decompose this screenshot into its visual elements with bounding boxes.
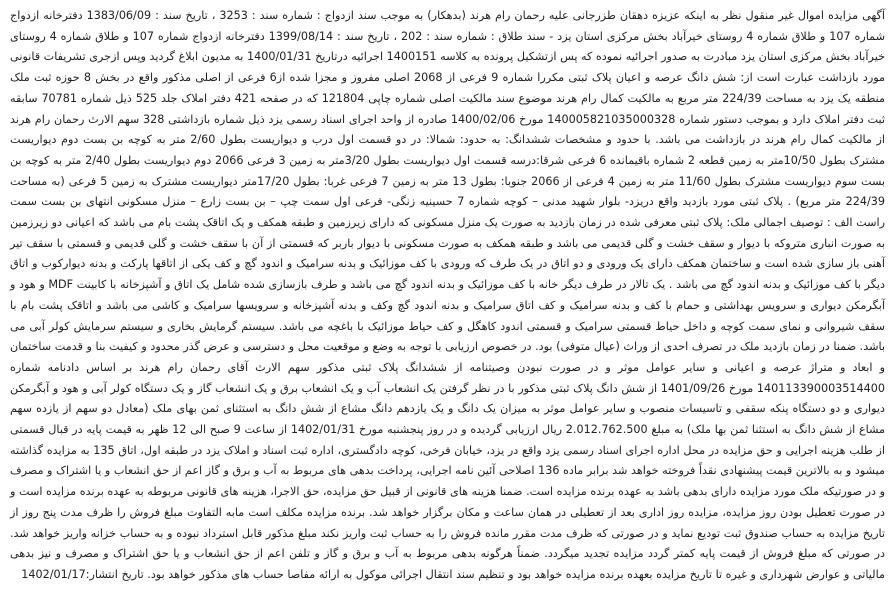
notice-body-text: آگهی مزایده اموال غیر منقول نظر به اینکه عزیزه دهقان طزرجانی علیه رحمان رام هرند (بدهکار) به موجب سند ازدواج : شماره سند : 3253 ، تاریخ سند : 1383/06/09 دفترخانه ازدواج شماره 107 و طلاق شماره 4 روستای خیرآباد بخش مرکزی استان یزد - سند طلاق : شماره سند : 202 ، تاریخ سند : 1399/08/14 دفترخانه ازدواج شماره 107 و طلاق شماره 4 روستای خیرآباد بخش مرکزی استان یزد مبادرت به صدور اجرائیه نموده که پس ازتشکیل پرونده به کلاسه 1400151 اجرائیه درتاریخ 1400/01/31 به مدیون ابلاغ گردید وپس ازجری تشریفات قانونی مورد بازداشت عبارت است از: شش دانگ عرصه و اعیان پلاک ثبتی مکررا شماره 9 فرعی از 2068 اصلی مفروز و مجزا شده از6 فرعی از اصلی مذکور واقع در بخش 8 حوزه ثبت ملک منطقه یک یزد به مساحت 224/39 متر مربع به مالکیت کمال رام هرند موضوع سند مالکیت اصلی شماره چاپی 121804 که در صفحه 421 دفتر املاک جلد 525 ذیل شماره 70781 سابقه ثبت دفتر املاک دارد و بموجب دستور شماره 140005821035000328 مورخ 1400/02/06 صادره از واحد اجرای اسناد رسمی یزد ذیل شماره بازداشتی 328 سهم الارث رحمان رام هرند از مالکیت کمال رام هرند در بازداشت می باشد. با حدود و مشخصات ششدانگ: به حدود: شمالا: در دو قسمت اول درب و دیواریست بطول 2/60 متر به کوچه بن بست دوم دیواریست مشترک بطول 10/50متر به زمین قطعه 2 شماره باقیمانده 6 فرعی شرقا:درسه قسمت اول دیواریست بطول 3/20متر به زمین 3 فرعی 2066 دوم دیواریست بطول 2/40 متر به کوچه بن بست سوم دیواریست مشترک بطول 11/60 متر به زمین 4 فرعی از 2066 جنوبا: بطول 13 متر به زمین 7 فرعی غربا: بطول 17/20متر دیواریست مشترک به زمین 5 فرعی (به مساحت 224/39 متر مربع) . پلاک ثبتی مورد بازدید واقع دریزد- بلوار شهید مدنی – کوچه شماره 7 حسینیه زنگی- فرعی اول سمت چپ – بن بست زارع – منزل مسکونی انتهای بن بست سمت راست الف : توصیف اجمالی ملک: پلاک ثبتی معرفی شده در زمان بازدید به صورت یک منزل مسکونی که دارای زیرزمین و طبقه همکف و یک اتاقک پشت بام می باشد که اعیانی دو زیرزمین به صورت انباری متروکه با دیوار و سقف خشت و گلی قدیمی می باشد و طبقه همکف به صورت مسکونی با دیوار باربر که قسمتی از آن با سقف خشت و گلی قدیمی و قسمتی با سقف تیر آهنی باز سازی شده است و ساختمان همکف دارای یک ورودی و دو اتاق در یک طرف که ورودی با کف موزائیک و بدنه سرامیک و اندود گچ و کف یکی از اتاقها پارکت و بدنه دیوارکوب و اتاق دیگر با کف موزائیک و بدنه اندود گچ می باشد . یک تالار در طرف دیگر خانه با کف موزائیک و بدنه اندود گچ می باشد و طرف بازسازی شده شامل یک اتاق و آشپزخانه با کابینت MDF و هود و آبگرمکن دیواری و سرویس بهداشتی و حمام با کف و بدنه سرامیک و کف اتاق سرامیک و بدنه اندود گچ وکف و بدنه آشپزخانه و سرویسها سرامیک و کاشی می باشد و اتاقک پشت بام با سقف شیروانی و نمای سمت کوچه و داخل حیاط قسمتی سرامیک و قسمتی اندود کاهگل و کف حیاط موزائیک با باغچه می باشد. سیستم گرمایش بخاری و سیستم سرمایش کولر آبی می باشد. ضمنا در زمان بازدید ملک در تصرف احدی از وراث (عیال متوفی) بود. در خصوص ارزیابی با توجه به وضع و موقعیت محل و دسترسی و عرض گذر محدود و کیفیت بنا و قدمت ساختمان و ابعاد و متراژ عرصه و اعیانی و سایر عوامل موثر و در صورت نبودن وصیتنامه از ششدانگ پلاک ثبتی مذکور سهم الارث آقای رحمان رام هرند بر اساس دادنامه شماره 140113390003514400 مورخ 1401/09/26 از شش دانگ پلاک ثبتی مذکور با در نظر گرفتن یک انشعاب آب و یک انشعاب برق و یک انشعاب گاز و یک دستگاه کولر آبی و هود و آبگرمکن دیواری و دو دستگاه پنکه سقفی و تاسیسات منصوب و سایر عوامل موثر به میزان یک دانگ و یک یازدهم دانگ مشاع از شش دانگ به استثنای ثمن بهای ملک (معادل دو سهم از یازده سهم مشاع از شش دانگ به استثنا ثمن بها ملک) به مبلغ 2.012.762.500 ریال ارزیابی گردیده و در روز پنجشنبه مورخ 1402/01/31 از ساعت 9 صبح الی 12 ظهر به قیمت پایه در قبال قسمتی از طلب هزینه اجرایی و حق مزایده در محل اداره اجرای اسناد رسمی یزد واقع در یزد، خیابان فرخی، کوچه دادگستری، اداره ثبت اسناد و املاک یزد در طبقه اول، اتاق 135 به مزایده گذاشته میشود و به بالاترین قیمت پیشنهادی نقداً فروخته خواهد شد برابر ماده 136 اصلاحی آئین نامه اجرایی، پرداخت بدهی های مربوط به آب و برق و گاز اعم از حق انشعاب و یا اشتراک و مصرف و در صورتیکه ملک مورد مزایده دارای بدهی باشد به عهده برنده مزایده است. ضمنا هزینه های قانونی از قبیل حق مزایده، حق الاجرا، هزینه های قانونی مربوطه به عهده برنده مزایده است و در صورت تعطیل بودن روز مزایده، مزایده روز اداری بعد از تعطیلی در همان ساعت و مکان برگزار خواهد شد. برنده مزایده مکلف است مابه التفاوت مبلغ فروش را ظرف مدت پنج روز از تاریخ مزایده به حساب صندوق ثبت تودیع نماید و در صورتی که ظرف مدت مقرر مانده فروش را به حساب ثبت واریز نکند مبلغ مذکور قابل استرداد نبوده و به حساب خزانه واریز خواهد شد. در صورتی که مبلغ فروش از قیمت پایه کمتر گردد مزایده تجدید میگردد. ضمناً هرگونه بدهی مربوط به آب و برق و گاز و تلفن اعم از حق انشعاب و یا حق اشتراک و مصرف و نیز بدهی مالیاتی و عوارض شهرداری و غیره تا تاریخ مزایده بعهده برنده مزایده خواهد بود و تنظیم سند انتقال اجرائی موکول به ارائه مفاصا حساب های مذکور خواهد بود. تاریخ انتشار:1402/01/17 — [10, 9, 886, 581]
